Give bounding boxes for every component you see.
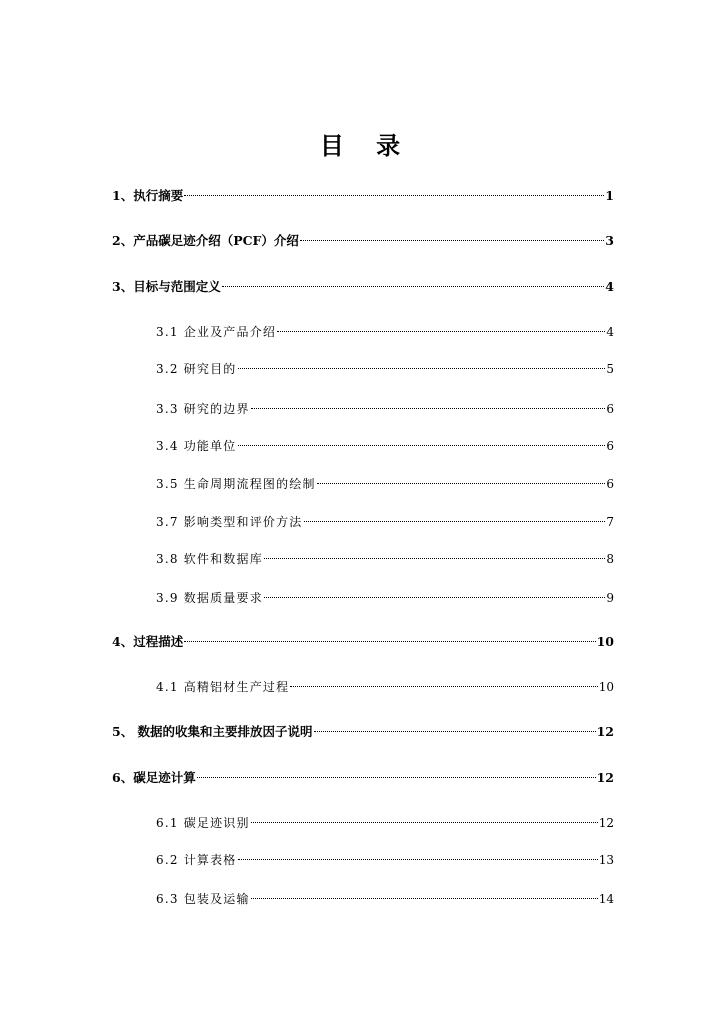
toc-entry-label: 3.8 软件和数据库 — [156, 552, 263, 566]
toc-entry-page-number: 6 — [606, 402, 614, 416]
toc-entry-page-number: 8 — [606, 552, 614, 566]
dot-leader — [251, 885, 598, 903]
dot-leader — [290, 673, 597, 691]
toc-title: 目 录 — [319, 132, 413, 160]
toc-entry[interactable] — [156, 355, 614, 376]
dot-leader — [277, 318, 605, 336]
toc-entry-page-number: 4 — [606, 325, 614, 339]
toc-entry[interactable] — [112, 227, 614, 248]
toc-entry-page-number: 6 — [606, 477, 614, 491]
toc-entry[interactable] — [156, 809, 614, 830]
toc-entry-page-number: 5 — [606, 362, 614, 376]
dot-leader — [251, 395, 606, 413]
toc-entry[interactable] — [156, 318, 614, 339]
toc-entry-label: 6.1 碳足迹识别 — [156, 816, 250, 830]
toc-entry-label: 2、产品碳足迹介绍（PCF）介绍 — [112, 233, 299, 248]
toc-entry-label: 3、目标与范围定义 — [112, 279, 221, 294]
toc-entry[interactable] — [156, 846, 614, 867]
dot-leader — [238, 432, 606, 450]
toc-entry-label: 3.1 企业及产品介绍 — [156, 325, 277, 339]
toc-entry-page-number: 4 — [605, 279, 614, 294]
toc-entry-page-number: 13 — [598, 853, 614, 867]
dot-leader — [184, 182, 604, 200]
dot-leader — [184, 628, 595, 646]
dot-leader — [238, 355, 606, 373]
dot-leader — [222, 273, 605, 291]
toc-entry-label: 6、碳足迹计算 — [112, 770, 196, 785]
toc-entry-label: 5、 数据的收集和主要排放因子说明 — [112, 724, 313, 739]
toc-entry[interactable] — [156, 584, 614, 605]
toc-entry-label: 6.3 包装及运输 — [156, 892, 250, 906]
toc-entry[interactable] — [156, 395, 614, 416]
toc-entry-label: 3.4 功能单位 — [156, 439, 237, 453]
toc-entry[interactable] — [112, 182, 614, 203]
toc-entry[interactable] — [156, 470, 614, 491]
dot-leader — [317, 470, 606, 488]
dot-leader — [197, 764, 596, 782]
toc-entry-page-number: 10 — [596, 634, 614, 649]
toc-entry[interactable] — [112, 273, 614, 294]
dot-leader — [264, 584, 605, 602]
toc-entry[interactable] — [156, 508, 614, 529]
toc-entry-label: 3.7 影响类型和评价方法 — [156, 515, 303, 529]
dot-leader — [304, 508, 606, 526]
toc-entry-label: 3.5 生命周期流程图的绘制 — [156, 477, 316, 491]
toc-entry-page-number: 12 — [598, 816, 614, 830]
toc-entry-page-number: 9 — [606, 591, 614, 605]
toc-entry-label: 4、过程描述 — [112, 634, 184, 649]
toc-entry-label: 3.3 研究的边界 — [156, 402, 250, 416]
toc-entry-label: 3.2 研究目的 — [156, 362, 237, 376]
toc-entry-page-number: 6 — [606, 439, 614, 453]
toc-entry[interactable] — [156, 885, 614, 906]
toc-entry-label: 1、执行摘要 — [112, 188, 184, 203]
toc-entry[interactable] — [112, 718, 614, 739]
dot-leader — [300, 227, 604, 245]
toc-entry-label: 4.1 高精铝材生产过程 — [156, 680, 290, 694]
dot-leader — [264, 545, 605, 563]
toc-entry[interactable] — [156, 673, 614, 694]
toc-entry-page-number: 12 — [596, 770, 614, 785]
dot-leader — [251, 809, 598, 827]
toc-entry-page-number: 7 — [606, 515, 614, 529]
toc-entry-label: 6.2 计算表格 — [156, 853, 237, 867]
toc-entry[interactable] — [156, 545, 614, 566]
toc-entry[interactable] — [112, 764, 614, 785]
toc-entry-page-number: 1 — [605, 188, 614, 203]
toc-entry-page-number: 12 — [596, 724, 614, 739]
toc-entry-label: 3.9 数据质量要求 — [156, 591, 263, 605]
dot-leader — [314, 718, 596, 736]
toc-entry-page-number: 10 — [598, 680, 614, 694]
toc-entry[interactable] — [112, 628, 614, 649]
dot-leader — [238, 846, 598, 864]
toc-entry[interactable] — [156, 432, 614, 453]
toc-entry-page-number: 14 — [598, 892, 614, 906]
toc-entry-page-number: 3 — [605, 233, 614, 248]
